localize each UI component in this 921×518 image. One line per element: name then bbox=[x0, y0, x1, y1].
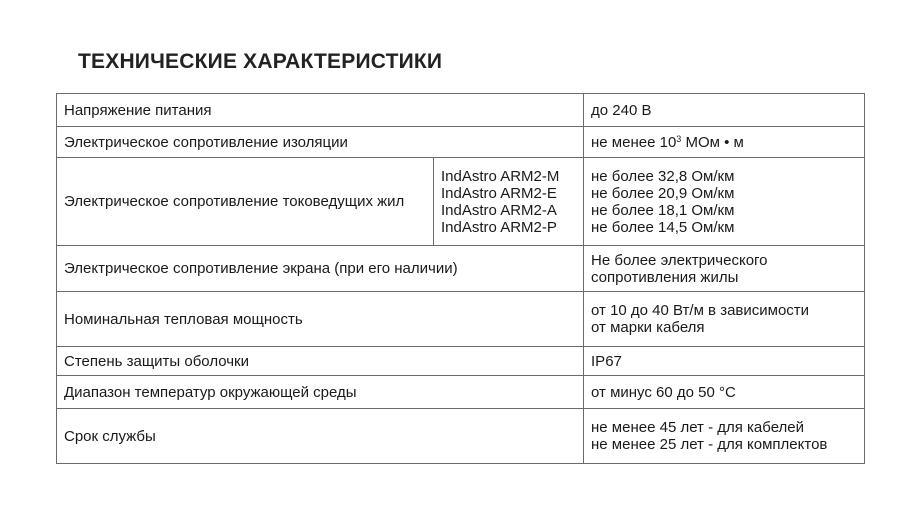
value-cell: IP67 bbox=[584, 347, 865, 376]
value-line: сопротивления жилы bbox=[591, 268, 739, 286]
table-row bbox=[57, 347, 865, 376]
table-row bbox=[57, 409, 865, 464]
specs-table bbox=[56, 93, 865, 464]
value-line: от марки кабеля bbox=[591, 319, 705, 336]
param-cell: Электрическое сопротивление экрана (при его наличии) bbox=[57, 246, 584, 292]
table-row bbox=[57, 292, 865, 347]
param-cell: Напряжение питания bbox=[57, 94, 584, 127]
value-cell: от минус 60 до 50 °С bbox=[584, 376, 865, 409]
table-row bbox=[57, 158, 865, 246]
value-cell: до 240 В bbox=[584, 94, 865, 127]
model-cell bbox=[434, 158, 584, 246]
value-line: не более 32,8 Ом/км bbox=[591, 167, 735, 185]
table-row bbox=[57, 246, 865, 292]
table-row bbox=[57, 127, 865, 158]
value-line: не более 20,9 Ом/км bbox=[591, 184, 735, 202]
model-name: IndAstro ARM2-M bbox=[441, 167, 560, 185]
value-line: от 10 до 40 Вт/м в зависимости bbox=[591, 302, 810, 319]
page-title: ТЕХНИЧЕСКИЕ ХАРАКТЕРИСТИКИ bbox=[78, 50, 443, 73]
value-exponent: 3 bbox=[676, 133, 682, 144]
param-cell: Электрическое сопротивление токоведущих жил bbox=[57, 158, 434, 246]
model-name: IndAstro ARM2-E bbox=[441, 184, 557, 202]
param-cell: Степень защиты оболочки bbox=[57, 347, 584, 376]
value-line: не более 18,1 Ом/км bbox=[591, 201, 735, 219]
value-line: не менее 45 лет - для кабелей bbox=[591, 419, 805, 436]
param-cell: Электрическое сопротивление изоляции bbox=[57, 127, 584, 158]
value-suffix: МОм • м bbox=[681, 133, 744, 151]
value-prefix: не менее 10 bbox=[591, 133, 677, 151]
value-line: Не более электрического bbox=[591, 251, 768, 269]
value-cell bbox=[584, 158, 865, 246]
value-cell bbox=[584, 246, 865, 292]
value-cell bbox=[584, 409, 865, 464]
value-line: не менее 25 лет - для комплектов bbox=[591, 436, 828, 453]
value-line: не более 14,5 Ом/км bbox=[591, 218, 735, 236]
param-cell: Номинальная тепловая мощность bbox=[57, 292, 584, 347]
model-name: IndAstro ARM2-A bbox=[441, 201, 557, 219]
model-name: IndAstro ARM2-P bbox=[441, 218, 557, 236]
param-cell: Срок службы bbox=[57, 409, 584, 464]
value-cell bbox=[584, 292, 865, 347]
value-cell bbox=[584, 127, 865, 158]
param-cell: Диапазон температур окружающей среды bbox=[57, 376, 584, 409]
table-row bbox=[57, 376, 865, 409]
table-row bbox=[57, 94, 865, 127]
